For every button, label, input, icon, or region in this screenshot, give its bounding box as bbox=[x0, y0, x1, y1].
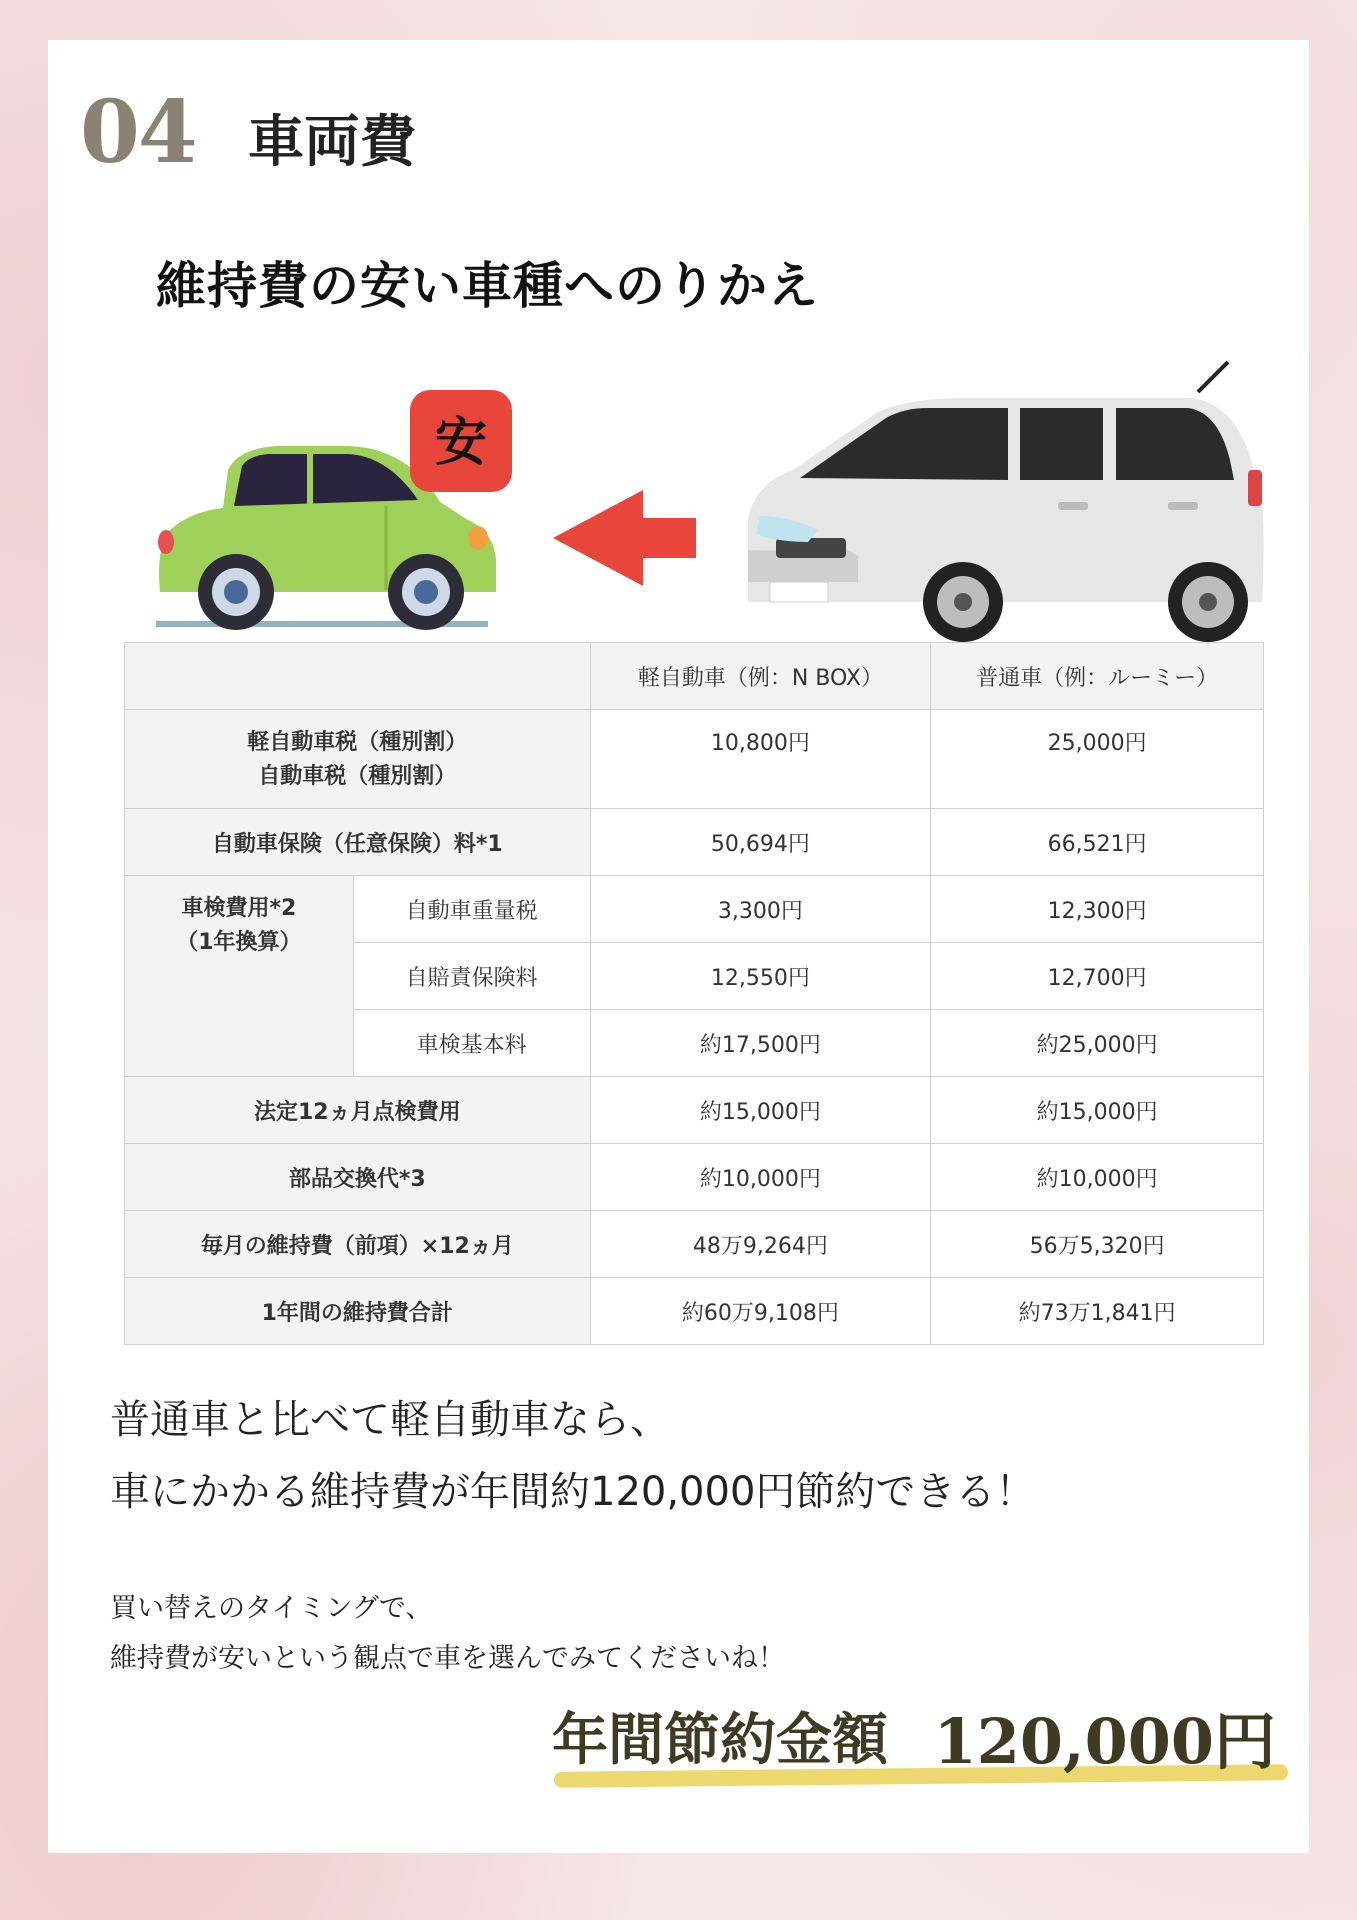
row-label-parts: 部品交換代*3 bbox=[125, 1144, 591, 1211]
annual-savings bbox=[552, 1696, 1292, 1796]
row-label-tax-kei: 軽自動車税（種別割） bbox=[247, 730, 468, 755]
cell-parts-futsu: 約10,000円 bbox=[931, 1144, 1264, 1211]
cell-inspection-futsu: 約15,000円 bbox=[931, 1077, 1264, 1144]
header-futsu: 普通車（例：ルーミー） bbox=[931, 643, 1264, 710]
page-sheet bbox=[48, 40, 1309, 1853]
table-row bbox=[125, 1144, 1264, 1211]
cheap-badge bbox=[410, 390, 512, 492]
cell-inspection-kei: 約15,000円 bbox=[590, 1077, 931, 1144]
row-label-shaken bbox=[125, 876, 354, 1077]
arrow-left-icon bbox=[553, 490, 696, 586]
cell-liability-kei: 12,550円 bbox=[590, 943, 931, 1010]
row-label-total: 1年間の維持費合計 bbox=[125, 1278, 591, 1345]
table-row bbox=[125, 1211, 1264, 1278]
row-label-insurance: 自動車保険（任意保険）料*1 bbox=[125, 809, 591, 876]
cell-insurance-futsu: 66,521円 bbox=[931, 809, 1264, 876]
row-label-inspection: 法定12ヵ月点検費用 bbox=[125, 1077, 591, 1144]
conclusion-line-1: 普通車と比べて軽自動車なら、 bbox=[110, 1397, 670, 1443]
cell-insurance-kei: 50,694円 bbox=[590, 809, 931, 876]
cell-weight-tax-kei: 3,300円 bbox=[590, 876, 931, 943]
conclusion-text bbox=[110, 1384, 1035, 1528]
header-blank bbox=[125, 643, 591, 710]
cell-basic-fee-futsu: 約25,000円 bbox=[931, 1010, 1264, 1077]
cell-tax-futsu: 25,000円 bbox=[931, 710, 1264, 809]
cell-weight-tax-futsu: 12,300円 bbox=[931, 876, 1264, 943]
advice-note bbox=[110, 1584, 785, 1684]
table-row bbox=[125, 1278, 1264, 1345]
cell-parts-kei: 約10,000円 bbox=[590, 1144, 931, 1211]
row-sublabel-liability: 自賠責保険料 bbox=[353, 943, 590, 1010]
regular-car-illustration bbox=[748, 362, 1264, 642]
row-label-monthly: 毎月の維持費（前項）×12ヵ月 bbox=[125, 1211, 591, 1278]
cost-comparison-table bbox=[124, 642, 1264, 1345]
cell-liability-futsu: 12,700円 bbox=[931, 943, 1264, 1010]
row-label-tax bbox=[125, 710, 591, 809]
conclusion-line-2: 車にかかる維持費が年間約120,000円節約できる！ bbox=[110, 1469, 1036, 1515]
row-label-shaken-note: （1年換算） bbox=[176, 930, 302, 955]
table-row bbox=[125, 876, 1264, 943]
row-sublabel-basic-fee: 車検基本料 bbox=[353, 1010, 590, 1077]
cell-basic-fee-kei: 約17,500円 bbox=[590, 1010, 931, 1077]
table-row bbox=[125, 809, 1264, 876]
headline: 維持費の安い車種へのりかえ bbox=[156, 257, 819, 315]
table-header-row bbox=[125, 643, 1264, 710]
cell-total-kei: 約60万9,108円 bbox=[590, 1278, 931, 1345]
row-sublabel-weight-tax: 自動車重量税 bbox=[353, 876, 590, 943]
note-line-2: 維持費が安いという観点で車を選んでみてくださいね！ bbox=[110, 1643, 785, 1674]
cell-monthly-kei: 48万9,264円 bbox=[590, 1211, 931, 1278]
cell-total-futsu: 約73万1,841円 bbox=[931, 1278, 1264, 1345]
table-row bbox=[125, 1077, 1264, 1144]
savings-label: 年間節約金額 bbox=[552, 1708, 888, 1773]
header-kei: 軽自動車（例：N BOX） bbox=[590, 643, 931, 710]
cell-monthly-futsu: 56万5,320円 bbox=[931, 1211, 1264, 1278]
row-label-shaken-title: 車検費用*2 bbox=[181, 896, 297, 921]
badge-text: 安 bbox=[434, 413, 488, 473]
savings-amount: 120,000円 bbox=[933, 1705, 1276, 1778]
note-line-1: 買い替えのタイミングで、 bbox=[110, 1593, 433, 1624]
cell-tax-kei: 10,800円 bbox=[590, 710, 931, 809]
row-label-tax-futsu: 自動車税（種別割） bbox=[258, 764, 457, 789]
section-title: 車両費 bbox=[248, 109, 416, 175]
table-row bbox=[125, 710, 1264, 809]
car-switch-illustration bbox=[48, 320, 1309, 650]
section-number: 04 bbox=[80, 82, 196, 183]
